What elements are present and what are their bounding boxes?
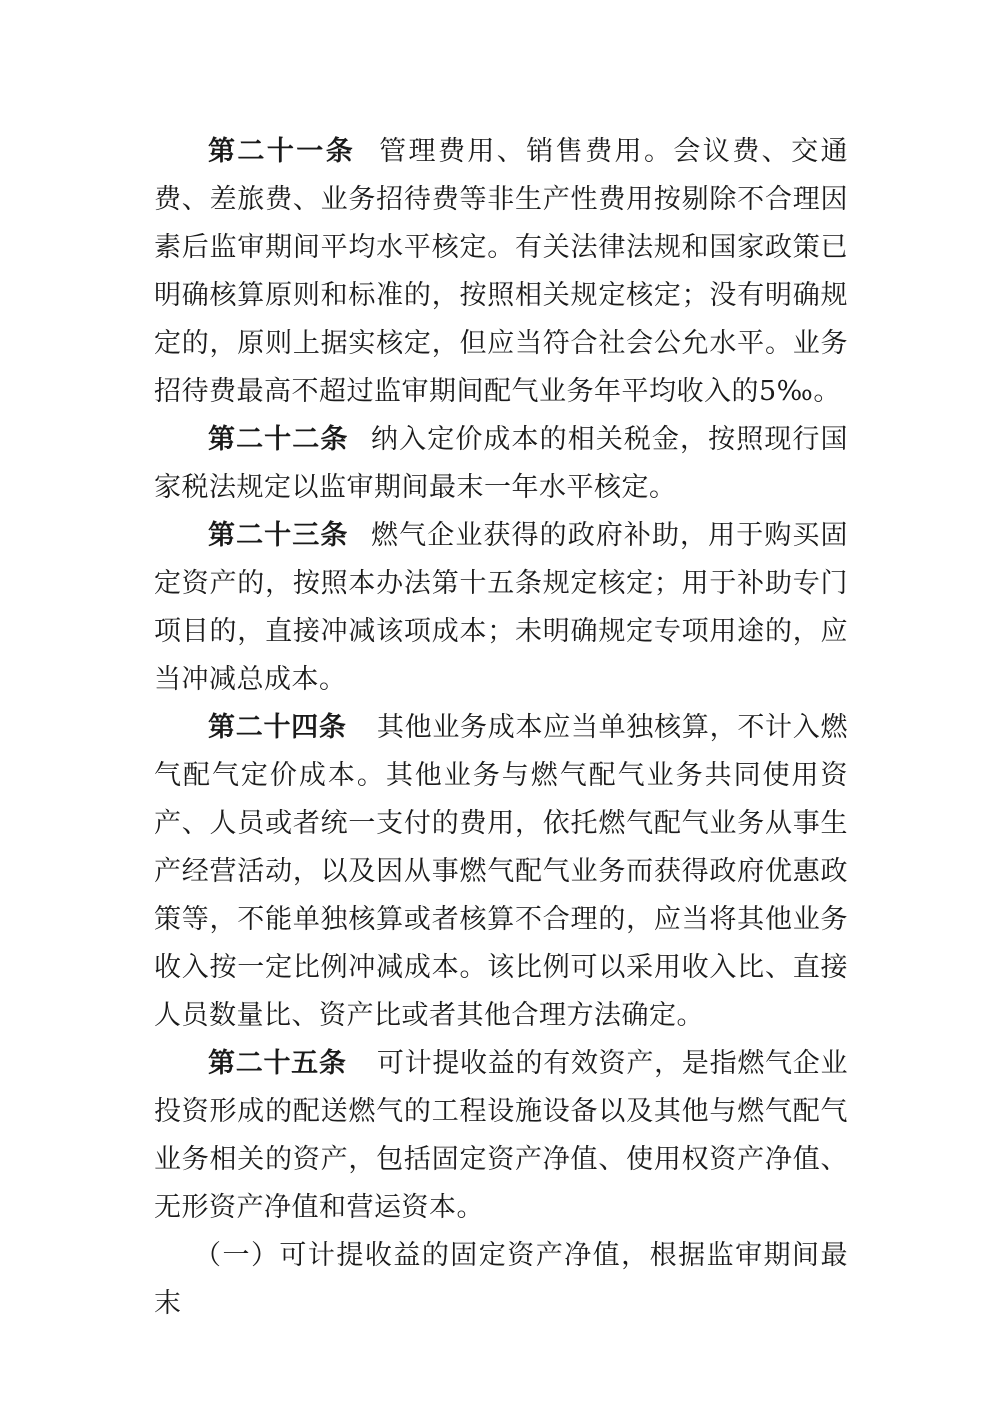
article-text: 其他业务成本应当单独核算，不计入燃气配气定价成本。其他业务与燃气配气业务共同使用资产、人员或者统一支付的费用，依托燃气配气业务从事生产经营活动，以及因从事燃气配气业务而获得政府优惠政策等，不能单独核算或者核算不合理的，应当将其他业务收入按一定比例冲减成本。该比例可以采用收入比、直接人员数量比、资产比或者其他合理方法确定。 [154,712,849,1031]
article-heading: 第二十五条 [208,1048,347,1079]
article-heading: 第二十三条 [208,520,349,551]
paragraph-article-24 [154,704,848,1040]
article-text: 可计提收益的有效资产，是指燃气企业投资形成的配送燃气的工程设施设备以及其他与燃气配气业务相关的资产，包括固定资产净值、使用权资产净值、无形资产净值和营运资本。 [154,1048,849,1223]
article-text: 管理费用、销售费用。会议费、交通费、差旅费、业务招待费等非生产性费用按剔除不合理因素后监审期间平均水平核定。有关法律法规和国家政策已明确核算原则和标准的，按照相关规定核定；没有明确规定的，原则上据实核定，但应当符合社会公允水平。业务招待费最高不超过监审期间配气业务年平均收入的5‰。 [154,136,849,407]
paragraph-article-21 [154,128,848,416]
document-body [154,128,848,1328]
item-text: （一）可计提收益的固定资产净值，根据监审期间最末 [154,1240,848,1319]
article-heading: 第二十二条 [208,424,349,455]
paragraph-article-23 [154,512,848,704]
article-heading: 第二十四条 [208,712,347,743]
article-text: 燃气企业获得的政府补助，用于购买固定资产的，按照本办法第十五条规定核定；用于补助专门项目的，直接冲减该项成本；未明确规定专项用途的，应当冲减总成本。 [154,520,849,695]
paragraph-article-25 [154,1040,848,1232]
article-heading: 第二十一条 [208,136,356,167]
paragraph-article-22 [154,416,848,512]
paragraph-item-1 [154,1232,848,1328]
article-text: 纳入定价成本的相关税金，按照现行国家税法规定以监审期间最末一年水平核定。 [154,424,849,503]
